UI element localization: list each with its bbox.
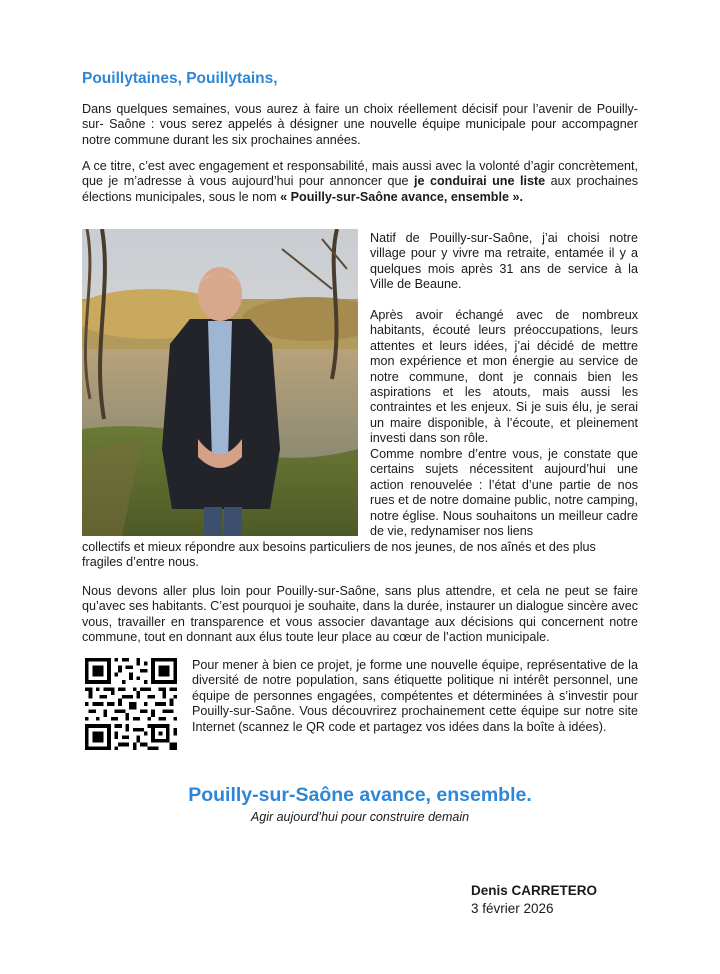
- signature-name: Denis CARRETERO: [471, 883, 598, 898]
- issues-paragraph-continued: collectifs et mieux répondre aux besoins particuliers de nos jeunes, de nos aînés et des plus fragiles d’entre nous.: [82, 540, 596, 570]
- greeting-heading: Pouillytaines, Pouillytains,: [82, 70, 278, 87]
- intro-paragraph: Dans quelques semaines, vous aurez à faire un choix réellement décisif pour l’avenir de Pouilly-sur- Saône : vous serez appelés à désigner une nouvelle équipe municipale pour accompagner notre commune durant les six prochaines années.: [82, 102, 638, 147]
- column-paragraph-issues: Comme nombre d’entre vous, je constate que certains sujets nécessitent aujourd’hui une action renouvelée : l’état d’une partie de nos rues et de notre domaine public, notre camping, notre église. Nous souhaitons un meilleur cadre de vie, redynamiser nos liens: [370, 447, 638, 539]
- campaign-subslogan: Agir aujourd’hui pour construire demain: [250, 810, 470, 824]
- announcement-bold-list: je conduirai une liste: [414, 174, 546, 189]
- campaign-slogan: Pouilly-sur-Saône avance, ensemble.: [188, 784, 532, 806]
- team-paragraph: Pour mener à bien ce projet, je forme une nouvelle équipe, représentative de la diversité de notre population, sans étiquette politique ni intérêt personnel, une équipe de personnes engagées, compétentes et déterminées à s’investir pour Pouilly-sur-Saône. Vous découvrirez prochainement cette équipe sur notre site Internet (scannez le QR code et partagez vos idées dans la boîte à idées).: [192, 658, 638, 734]
- signature-date: 3 février 2026: [471, 901, 554, 916]
- qr-code-icon[interactable]: [85, 658, 177, 750]
- column-paragraph-commitment: Après avoir échangé avec de nombreux habitants, écouté leurs préoccupations, leurs attentes et leurs idées, j’ai décidé de mettre mon expérience et mon énergie au service de notre commune, dont je connais bien les aspirations et les atouts, mais aussi les contraintes et les enjeux. Si je suis élu, je serai un maire disponible, à l’écoute, et pleinement investi dans son rôle.: [370, 308, 638, 446]
- column-paragraph-origin: Natif de Pouilly-sur-Saône, j’ai choisi notre village pour y vivre ma retraite, entamée il y a quelques mois après 31 ans de service à la Ville de Beaune.: [370, 231, 638, 292]
- candidate-photo: [82, 229, 358, 536]
- announcement-bold-name: « Pouilly-sur-Saône avance, ensemble ».: [280, 189, 523, 204]
- dialogue-paragraph: Nous devons aller plus loin pour Pouilly-sur-Saône, sans plus attendre, et cela ne peut se faire qu’avec ses habitants. C’est pourquoi je souhaite, dans la durée, instaurer un dialogue sincère avec vous, travailler en transparence et vous associer davantage aux décisions qui concernent notre commune, tout en donnant aux élus toute leur place au cœur de l’action municipale.: [82, 584, 638, 645]
- announcement-text-before: A ce titre, c’est avec engagement et responsabilité, mais aussi avec la volonté d’agir concrètement, que je m’adresse à vous aujourd’hui pour annoncer que: [82, 159, 638, 189]
- announcement-text-middle: aux prochaines élections municipales, sous le nom: [82, 174, 638, 204]
- announcement-paragraph: [82, 159, 638, 205]
